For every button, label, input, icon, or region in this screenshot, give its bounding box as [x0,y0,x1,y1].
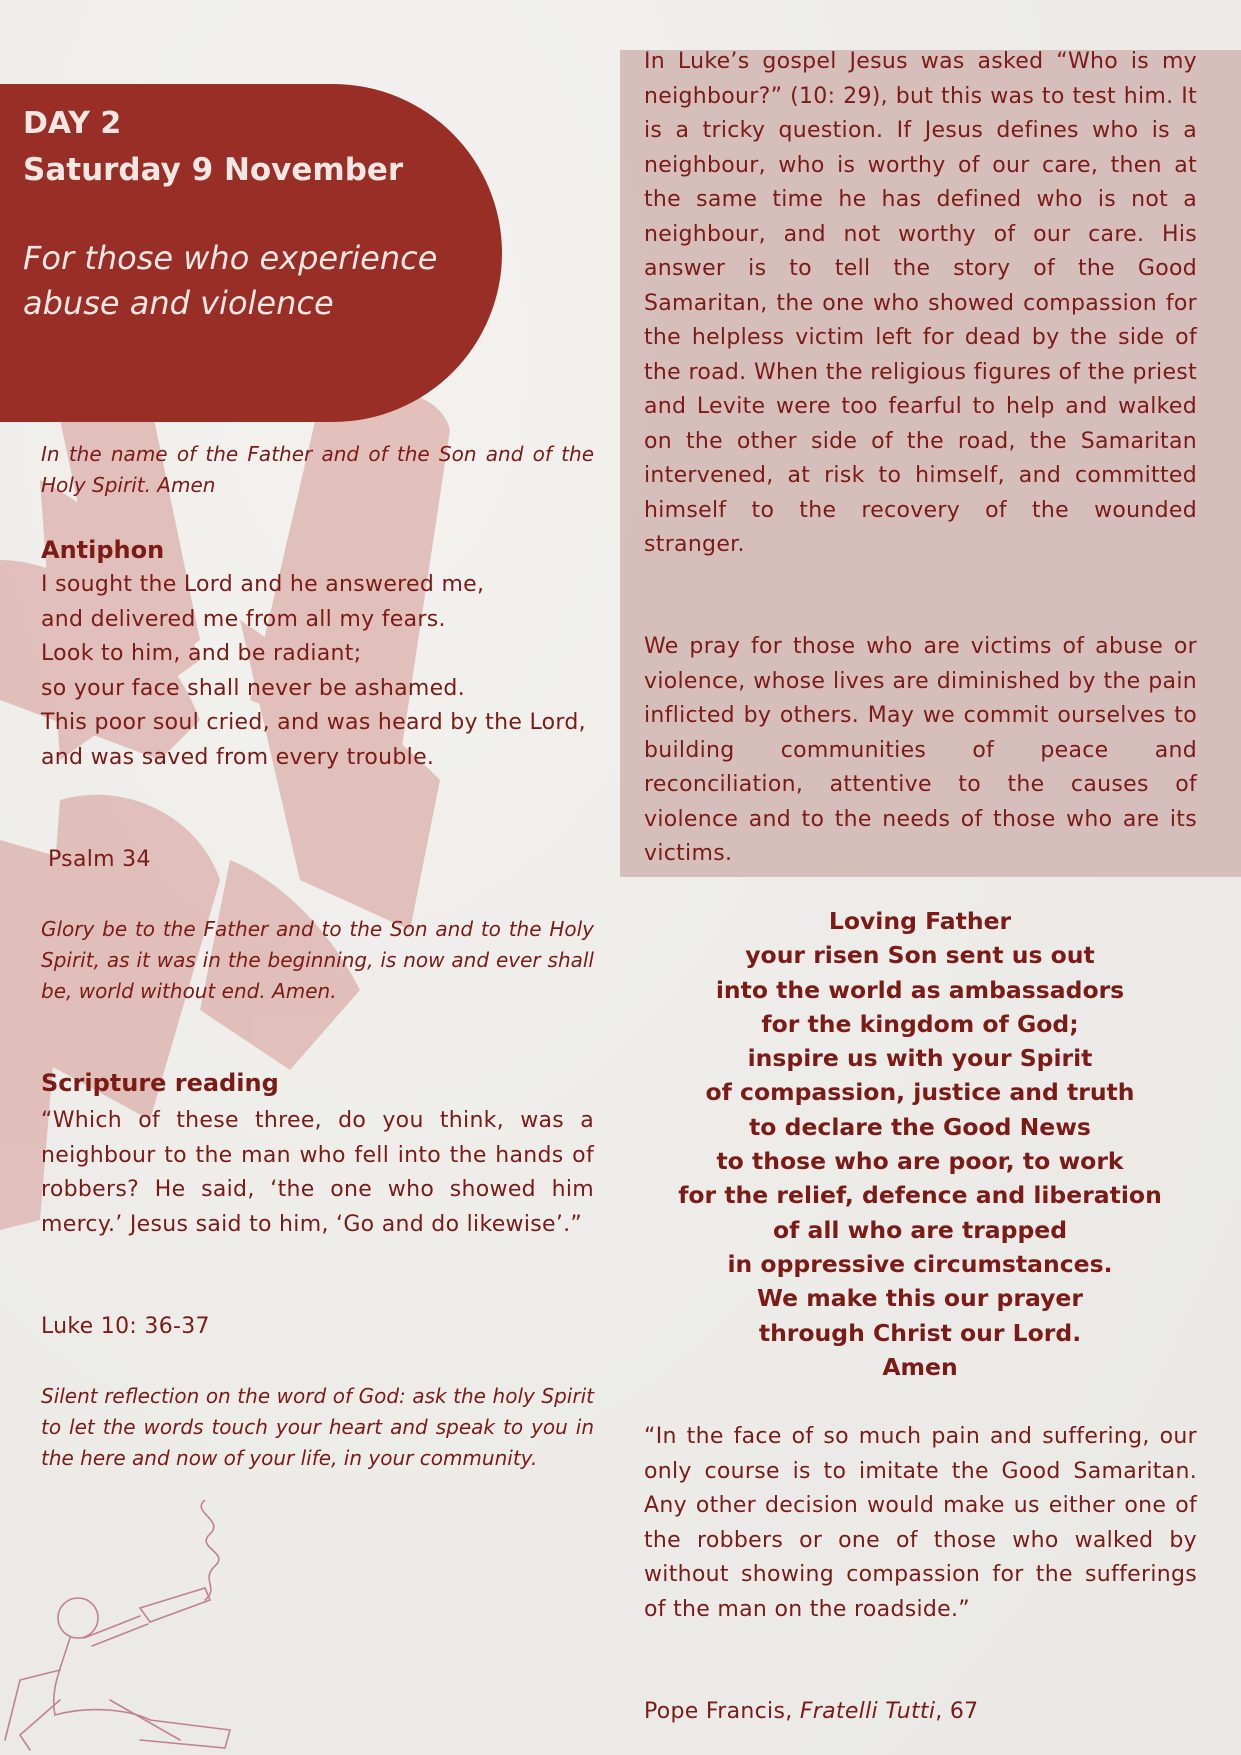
opening-invocation: In the name of the Father and of the Son and of the Holy Spirit. Amen [41,442,594,497]
quote-work: Fratelli Tutti [799,1699,936,1724]
pope-quote: “In the face of so much pain and suffering, our only course is to imitate the Good Samaritan. Any other decision would make us either one of the robbers or one of those who walked by without showing compassion for the sufferings of the man on the roadside.” [644,1424,1197,1622]
prayer-line: in oppressive circumstances. [727,1249,1113,1278]
quote-ref: , 67 [935,1699,979,1724]
prayer-line: inspire us with your Spirit [747,1044,1093,1073]
glory-be-prayer: Glory be to the Father and to the Son and to the Holy Spirit, as it was in the beginning, is now and ever shall be, world without end. Amen. [41,917,594,1003]
quote-attribution [644,1695,978,1730]
antiphon-heading: Antiphon [41,536,165,564]
antiphon-line: and delivered me from all my fears. [41,606,446,632]
reflection-text: Silent reflection on the word of God: ask the holy Spirit to let the words touch your heart and speak to you in the here and now of your life, in your community. [41,1384,594,1470]
antiphon-line: This poor soul cried, and was heard by the Lord, [41,710,586,735]
antiphon-text [41,568,596,775]
intercession-text: We pray for those who are victims of abuse or violence, whose lives are diminished by the pain inflicted by others. May we commit ourselves to building communities of peace and reconciliation, attentive to the causes of violence and to the needs of those who are its victims. [644,634,1197,866]
antiphon-line: Look to him, and be radiant; [41,641,362,666]
prayer-line: to those who are poor, to work [716,1147,1124,1176]
horn-figure-sketch-icon [0,1500,260,1755]
prayer-line: into the world as ambassadors [715,975,1125,1004]
date-label: Saturday 9 November [23,152,404,188]
commentary-text: In Luke’s gospel Jesus was asked “Who is my neighbour?” (10: 29), but this was to test him. It is a tricky question. If Jesus defines who is a neighbour, who is worthy of our care, then at the same time he has defined who is not a neighbour, and not worthy of our care. His answer is to tell the story of the Good Samaritan, the one who showed compassion for the helpless victim left for dead by the side of the road. When the religious figures of the priest and Levite were too fearful to help and walked on the other side of the road, the Samaritan intervened, at risk to himself, and committed himself to the recovery of the wounded stranger. [644,49,1197,557]
quote-author: Pope Francis, [644,1699,800,1724]
prayer-line: of compassion, justice and truth [705,1078,1135,1107]
scripture-source: Luke 10: 36-37 [41,1314,210,1339]
prayer-line: for the kingdom of God; [761,1009,1079,1038]
prayer-line: your risen Son sent us out [745,941,1095,970]
antiphon-line: so your face shall never be ashamed. [41,675,465,701]
theme-title: For those who experience abuse and violence [23,239,438,322]
prayer-line: through Christ our Lord. [758,1318,1082,1347]
prayer-line: Loving Father [828,907,1012,935]
prayer-line: We make this our prayer [757,1284,1083,1313]
day-label: DAY 2 [23,106,122,141]
antiphon-line: I sought the Lord and he answered me, [41,572,485,597]
closing-prayer [620,904,1220,1384]
scripture-text: “Which of these three, do you think, was a neighbour to the man who fell into the hands of robbers? He said, ‘the one who showed him mercy.’ Jesus said to him, ‘Go and do likewise’.” [41,1108,594,1237]
antiphon-source: Psalm 34 [48,847,151,872]
prayer-line: for the relief, defence and liberation [678,1181,1162,1210]
prayer-line: Amen [882,1352,958,1381]
scripture-heading: Scripture reading [41,1069,279,1097]
antiphon-line: and was saved from every trouble. [41,744,435,770]
prayer-line: of all who are trapped [772,1215,1068,1244]
prayer-line: to declare the Good News [749,1112,1091,1141]
